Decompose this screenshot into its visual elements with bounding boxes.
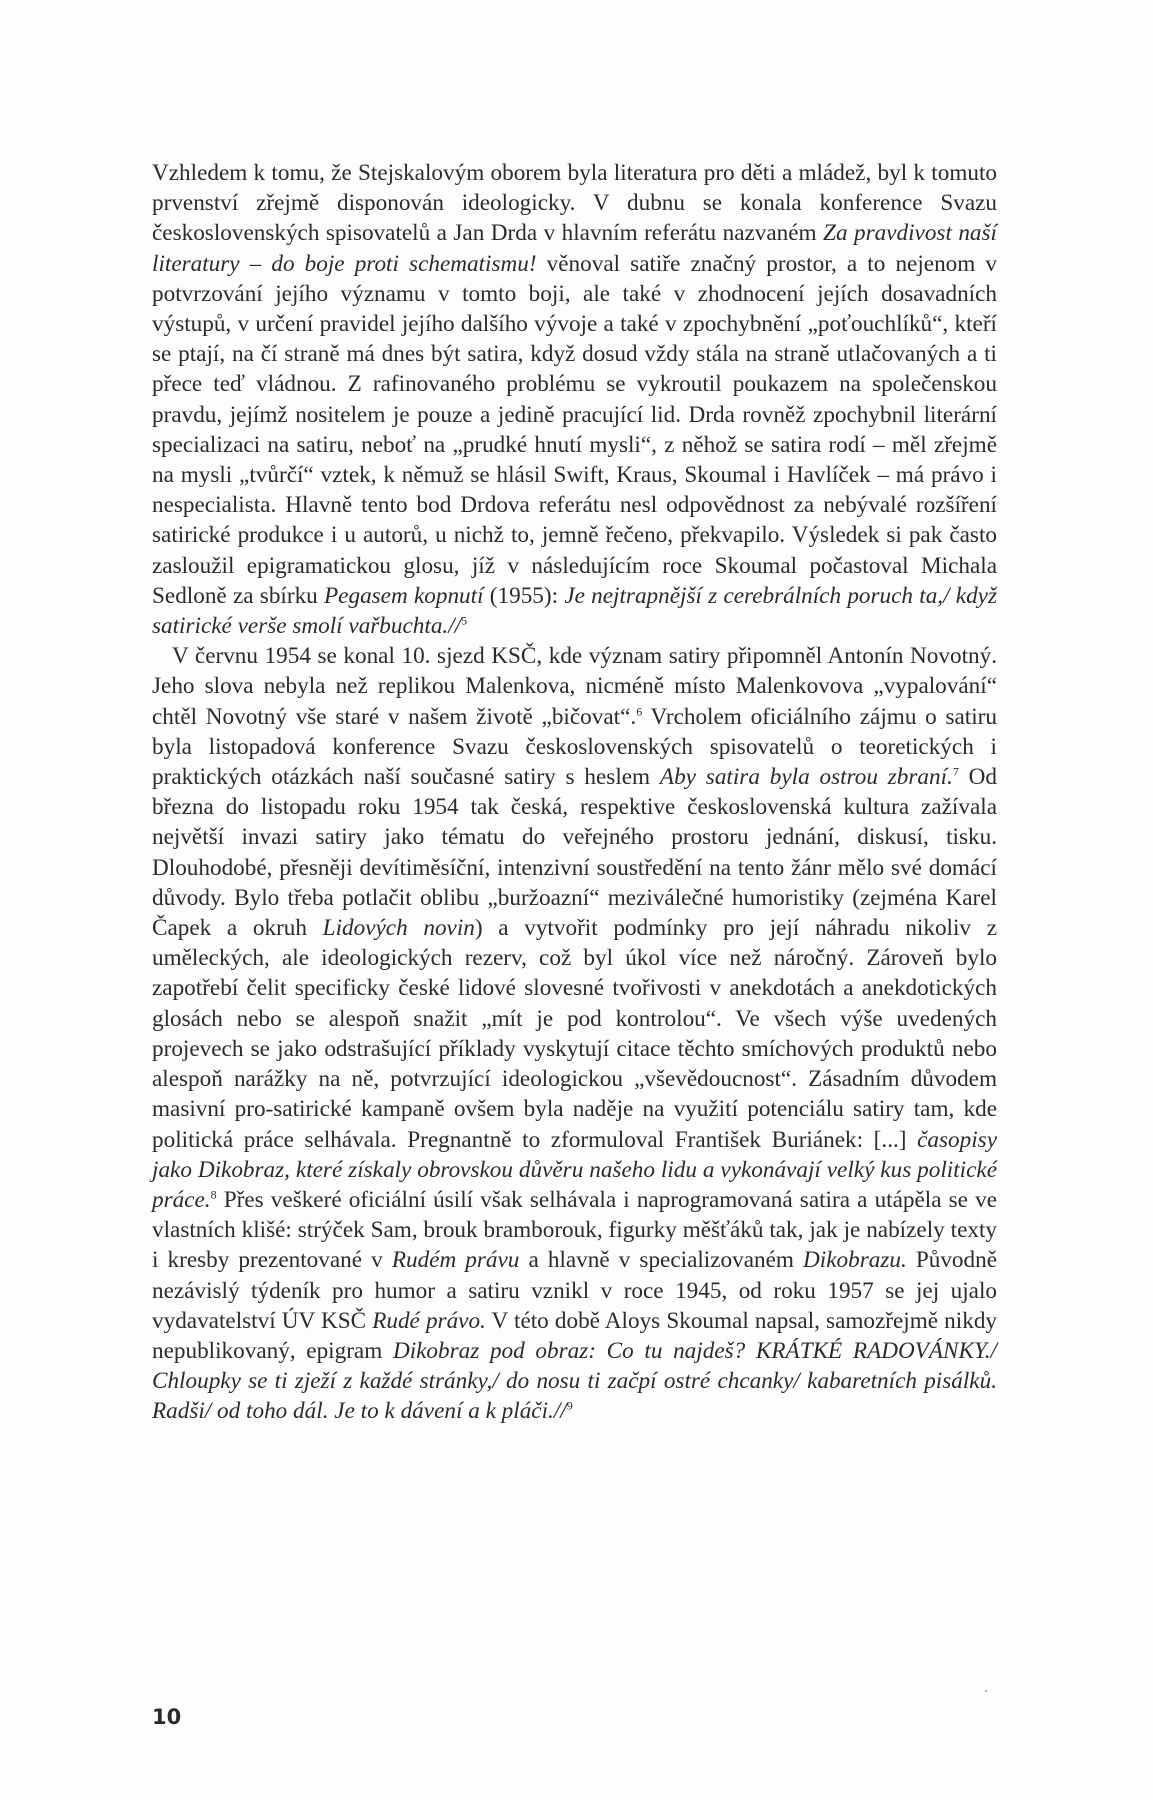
footnote-ref: 9 xyxy=(566,1398,573,1413)
italic-text: Rudém právu xyxy=(391,1247,520,1274)
scan-speck xyxy=(985,1690,987,1692)
footnote-ref: 8 xyxy=(210,1187,217,1202)
text-run: Vrcholem oficiálního zájmu o satiru byla listopadová konference Svazu československých spisovatelů o teoretických i praktických otázkách naší současné satiry s heslem xyxy=(152,703,997,791)
text-run: Vzhledem k tomu, že Stejskalovým oborem byla literatura pro děti a mládež, byl k tomuto prvenství zřejmě disponován ideologicky. V dubnu se konala konference Svazu československých spisovatelů a Jan Drda v hlavním referátu nazvaném xyxy=(152,160,997,247)
footnote-ref: 7 xyxy=(952,764,959,779)
text-run: (1955): xyxy=(483,582,565,609)
italic-text: Dikobraz pod obraz: Co tu najdeš? KRÁTKÉ RADOVÁNKY./ Chloupky se ti zježí z každé stránky,/ do nosu ti začpí ostré chcanky/ kabaretních pisálků. Radši/ od toho dál. Je to k dávení a k pláči.// xyxy=(152,1337,997,1425)
italic-text: Aby satira byla ostrou zbraní. xyxy=(659,764,953,791)
text-run: V červnu 1954 se konal 10. sjezd KSČ, kde význam satiry připomněl Antonín Novotný. Jeho slova nebyla než replikou Malenkova, nicméně místo Malenkovova „vypalování“ chtěl Novotný vše staré v našem životě „bičovat“. xyxy=(152,643,997,730)
italic-text: Lidových novin xyxy=(322,915,475,942)
text-run: Původně nezávislý týdeník pro humor a satiru vznikl v roce 1945, od roku 1957 se jej ujalo vydavatelství ÚV KSČ xyxy=(152,1247,997,1334)
text-run: ) a vytvořit podmínky pro její náhradu nikoliv z uměleckých, ale ideologických rezerv, což byl úkol více než náročný. Zároveň bylo zapotřebí čelit specificky české lidové slovesné tvořivosti v anekdotách a anekdotických glosách nebo se alespoň snažit „mít je pod kontrolou“. Ve všech výše uvedených projevech se jako odstrašující příklady vyskytují citace těchto smíchových produktů nebo alespoň narážky na ně, potvrzující ideologickou „vševědoucnost“. Zásadním důvodem masivní pro-satirické kampaně ovšem byla naděje na využití potenciálu satiry tam, kde politická práce selhávala. Pregnantně to zformuloval František Buriánek: [...] xyxy=(152,915,997,1153)
text-run: a hlavně v specializovaném xyxy=(519,1247,804,1274)
text-run: Přes veškeré oficiální úsilí však selhávala i naprogramovaná satira a utápěla se ve vlastních klišé: strýček Sam, brouk bramborouk, figurky měšťáků tak, jak je nabízely texty i kresby prezentované v xyxy=(152,1186,997,1274)
paragraph-2 xyxy=(152,641,997,1426)
italic-text: Za pravdivost naší literatury – do boje proti schematismu! xyxy=(152,220,997,277)
page-number: 10 xyxy=(152,1705,182,1729)
footnote-ref: 6 xyxy=(636,703,643,718)
italic-text: Je nejtrapnější z cerebrálních poruch ta,/ když satirické verše smolí vařbuchta.// xyxy=(152,582,997,640)
text-run: věnoval satiře značný prostor, a to nejenom v potvrzování jejího významu v tomto boji, ale také v zhodnocení jejích dosavadních výstupů, v určení pravidel jejího dalšího vývoje a také v zpochybnění „poťouchlíků“, kteří se ptají, na čí straně má dnes být satira, když dosud vždy stála na straně utlačovaných a ti přece teď vládnou. Z rafinovaného problému se vykroutil poukazem na společenskou pravdu, jejímž nositelem je pouze a jedině pracující lid. Drda rovněž zpochybnil literární specializaci na satiru, neboť na „prudké hnutí mysli“, z něhož se satira rodí – měl zřejmě na mysli „tvůrčí“ vztek, k němuž se hlásil Swift, Kraus, Skoumal i Havlíček – má právo i nespecialista. Hlavně tento bod Drdova referátu nesl odpovědnost za nebývalé rozšíření satirické produkce i u autorů, u nichž to, jemně řečeno, překvapilo. Výsledek si pak často zasloužil epigramatickou glosu, jíž v následujícím roce Skoumal počastoval Michala Sedloně za sbírku xyxy=(152,250,997,609)
italic-text: časopisy jako Dikobraz, které získaly obrovskou důvěru našeho lidu a vykonávají velký kus politické práce. xyxy=(152,1126,997,1213)
text-run: Od března do listopadu roku 1954 tak česká, respektive československá kultura zažívala největší invazi satiry jako tématu do veřejného prostoru jednání, diskusí, tisku. Dlouhodobé, přesněji devítiměsíční, intenzivní soustředění na tento žánr mělo své domácí důvody. Bylo třeba potlačit oblibu „buržoazní“ meziválečné humoristiky (zejména Karel Čapek a okruh xyxy=(152,764,997,942)
paragraph-1 xyxy=(152,158,997,641)
italic-text: Dikobrazu. xyxy=(803,1247,907,1274)
italic-text: Pegasem kopnutí xyxy=(324,582,484,609)
italic-text: Rudé právo. xyxy=(372,1307,486,1334)
text-run: V této době Aloys Skoumal napsal, samozřejmě nikdy nepublikovaný, epigram xyxy=(152,1307,998,1364)
footnote-ref: 5 xyxy=(461,613,468,628)
body-text xyxy=(152,158,997,1427)
